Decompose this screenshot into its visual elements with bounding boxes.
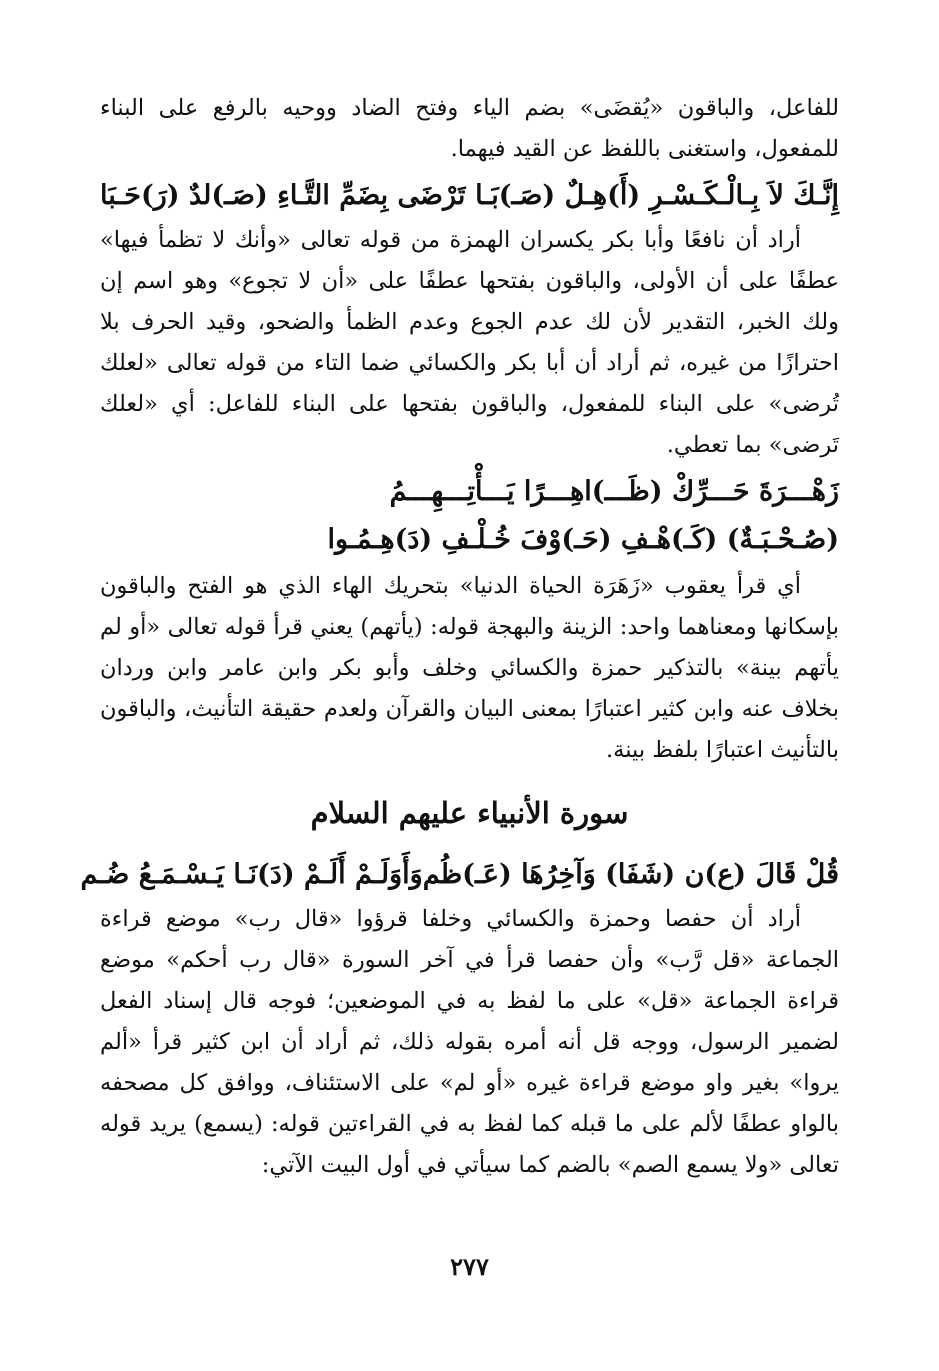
page-number: ٢٧٧ [450, 1252, 489, 1281]
verse-1 [100, 174, 839, 218]
chapter-title: سورة الأنبياء عليهم السلام [310, 796, 629, 830]
verse-3-right-hemistich: قُلْ قَالَ (ع)ن (شَفَا) وَآخِرُهَا (عَـ)ظُم [422, 859, 839, 890]
verse-3-left-hemistich: وَأَوَلَـمْ أَلَـمْ (دَ)نَـا يَـسْـمَـعُ ضُـم [80, 859, 423, 890]
verse-1-right-hemistich: إِنَّـكَ لاَ بِـالْـكَـسْـرِ (أَ)هِـلٌ (صَـ)بَـا [475, 180, 839, 211]
paragraph-1: للفاعل، والباقون «يُقضَى» بضم الياء وفتح الضاد ووحيه بالرفع على البناء للمفعول، واستغنى باللفظ عن القيد فيهما. [100, 95, 839, 162]
paragraph-4: أراد أن حفصا وحمزة والكسائي وخلفا قرؤوا «قال رب» موضع قراءة الجماعة «قل رَّب» وأن حفصا قرأ في آخر السورة «قال رب أحكم» موضع قراءة الجماعة «قل» على ما لفظ به في الموضعين؛ فوجه قال إسناد الفعل لضمير الرسول، ووجه قل أنه أمره بقوله ذلك، ثم أراد أن ابن كثير قرأ «ألم يروا» بغير واو موضع قراءة غيره «أو لم» على الاستئناف، ووافق كل مصحفه بالواو عطفًا لألم على ما قبله كما لفظ به في القراءتين قوله: (يسمع) يريد قوله تعالى «ولا يسمع الصم» بالضم كما سيأتي في أول البيت الآتي: [100, 906, 839, 1178]
paragraph-2: أراد أن نافعًا وأبا بكر يكسران الهمزة من قوله تعالى «وأنك لا تظمأ فيها» عطفًا على أن الأولى، والباقون بفتحها عطفًا على «أن لا تجوع» وهو اسم إن ولك الخبر، التقدير لأن لك عدم الجوع وعدم الظمأ والضحو، وقيد الحرف بلا احترازًا من غيره، ثم أراد أن أبا بكر والكسائي ضما التاء من قوله تعالى «لعلك تُرضى» على البناء للمفعول، والباقون بفتحها على البناء للفاعل: أي «لعلك تَرضى» بما تعطي. [100, 227, 839, 458]
verse-2-line-1: زَهْـــرَةَ حَـــرِّكْ (ظَـــ)اهِـــرًا يَـــأْتِـــهِـــمُ [389, 476, 839, 507]
verse-2-line-2: (صُـحْـبَـةٌ) (كَـ)هْـفِ (حَـ)وْفَ خُـلْـفِ (دَ)هِـمُـوا [327, 524, 839, 555]
paragraph-3: أي قرأ يعقوب «زَهَرَة الحياة الدنيا» بتحريك الهاء الذي هو الفتح والباقون بإسكانها ومعناهما واحد: الزينة والبهجة قوله: (يأتهم) يعني قرأ قوله تعالى «أو لم يأتهم بينة» بالتذكير حمزة والكسائي وخلف وأبو بكر وابن عامر وابن وردان بخلاف عنه وابن كثير اعتبارًا بمعنى البيان والقرآن ولعدم حقيقة التأنيث، والباقون بالتأنيث اعتبارًا بلفظ بينة. [100, 573, 839, 763]
verse-1-left-hemistich: تَرْضَى بِضَمِّ التَّـاءِ (صَـ)لدٌ (رَ)حَـبَا [100, 180, 466, 211]
verse-3 [80, 853, 839, 897]
